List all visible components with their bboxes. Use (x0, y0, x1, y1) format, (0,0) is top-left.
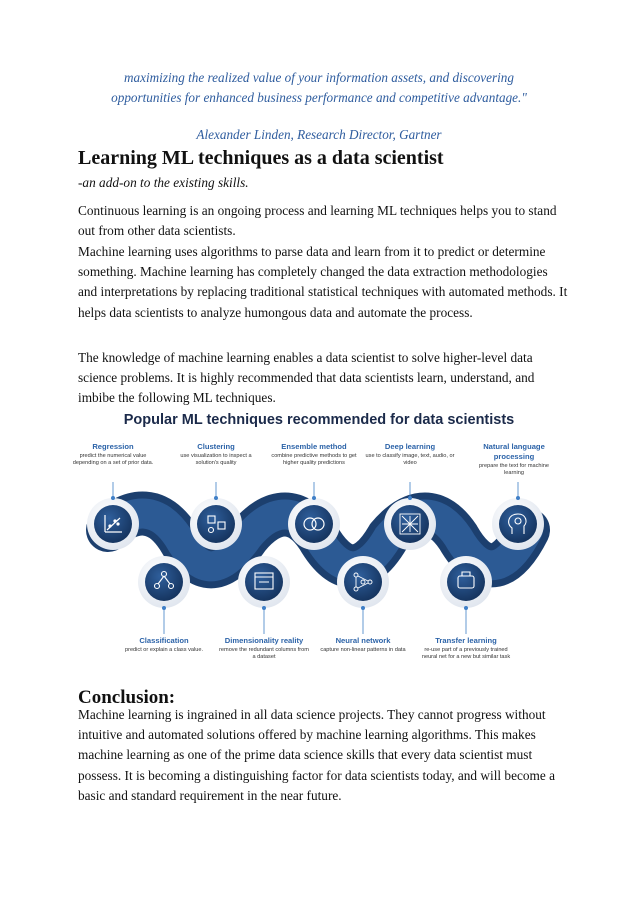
neural-network-desc: capture non-linear patterns in data (320, 647, 406, 653)
transfer-learning-bead (440, 556, 492, 608)
dimensionality-title: Dimensionality reality (224, 636, 304, 645)
section-subtitle: -an add-on to the existing skills. (78, 175, 249, 190)
quote-text (60, 68, 578, 108)
transfer-learning-title: Transfer learning (435, 636, 497, 645)
deep-learning-label (364, 442, 456, 467)
clustering-bead (190, 498, 242, 550)
dimensionality-bead (238, 556, 290, 608)
ensemble-method-desc: combine predictive methods to get higher quality predictions (271, 453, 357, 467)
clustering-desc: use visualization to inspect a solution's quality (180, 453, 252, 467)
deep-network-icon (400, 514, 420, 534)
classification-desc: predict or explain a class value. (124, 647, 204, 653)
neural-network-label (317, 636, 409, 654)
regression-desc: predict the numerical value depending on a set of prior data. (72, 453, 154, 467)
neural-network-bead (337, 556, 389, 608)
quote-line-1: maximizing the realized value of your information assets, and discovering (124, 70, 514, 85)
regression-bead (87, 498, 139, 550)
nlp-title: Natural language processing (483, 442, 545, 461)
regression-title: Regression (92, 442, 134, 451)
deep-learning-desc: use to classify image, text, audio, or video (365, 453, 455, 467)
ensemble-method-bead (288, 498, 340, 550)
transfer-learning-desc: re-use part of a previously trained neural net for a new but similar task (421, 647, 511, 661)
paragraph-3: The knowledge of machine learning enables a data scientist to solve higher-level data science problems. It is highly recommended that data scientists learn, understand, and imbibe the following ML techniques. (78, 350, 535, 406)
ml-techniques-infographic (72, 412, 560, 684)
nlp-bead (492, 498, 544, 550)
clustering-title: Clustering (197, 442, 235, 451)
clustering-label (170, 442, 262, 467)
nlp-desc: prepare the text for machine learning (479, 463, 549, 477)
paragraph-2: Machine learning uses algorithms to parse data and learn from it to predict or determine something. Machine learning has completely changed the data extraction methodologies and interpretations by replacing traditional statistical techniques with automated methods. It helps data scientists to analyze humongous data and automate the process. (78, 244, 568, 320)
conclusion-paragraph: Machine learning is ingrained in all data science projects. They cannot progress without intuitive and automated solutions offered by machine learning algorithms. This makes machine learning as one of the prime data science skills that every data scientist must possess. It is becoming a distinguishing factor for data scientists today, and will become a basic and standard requirement in the near future. (78, 707, 555, 803)
infographic-title: Popular ML techniques recommended for data scientists (123, 412, 515, 428)
ensemble-method-label (268, 442, 360, 467)
neural-network-title: Neural network (335, 636, 391, 645)
dimensionality-label (218, 636, 310, 661)
regression-label (67, 442, 159, 467)
conclusion-heading: Conclusion: (78, 687, 176, 708)
dimensionality-desc: remove the redundant columns from a dataset (219, 647, 309, 661)
deep-learning-title: Deep learning (384, 442, 436, 451)
classification-label (118, 636, 210, 654)
nlp-label (470, 442, 558, 477)
transfer-learning-label (420, 636, 512, 661)
classification-bead (138, 556, 190, 608)
paragraph-1: Continuous learning is an ongoing process and learning ML techniques helps you to stand out from other data scientists. (78, 203, 557, 239)
ensemble-method-title: Ensemble method (281, 442, 347, 451)
quote-attribution: Alexander Linden, Research Director, Gartner (196, 127, 442, 142)
classification-title: Classification (139, 636, 189, 645)
section-heading: Learning ML techniques as a data scientist (78, 147, 444, 169)
deep-learning-bead (384, 498, 436, 550)
quote-line-2: opportunities for enhanced business performance and competitive advantage." (111, 90, 527, 105)
